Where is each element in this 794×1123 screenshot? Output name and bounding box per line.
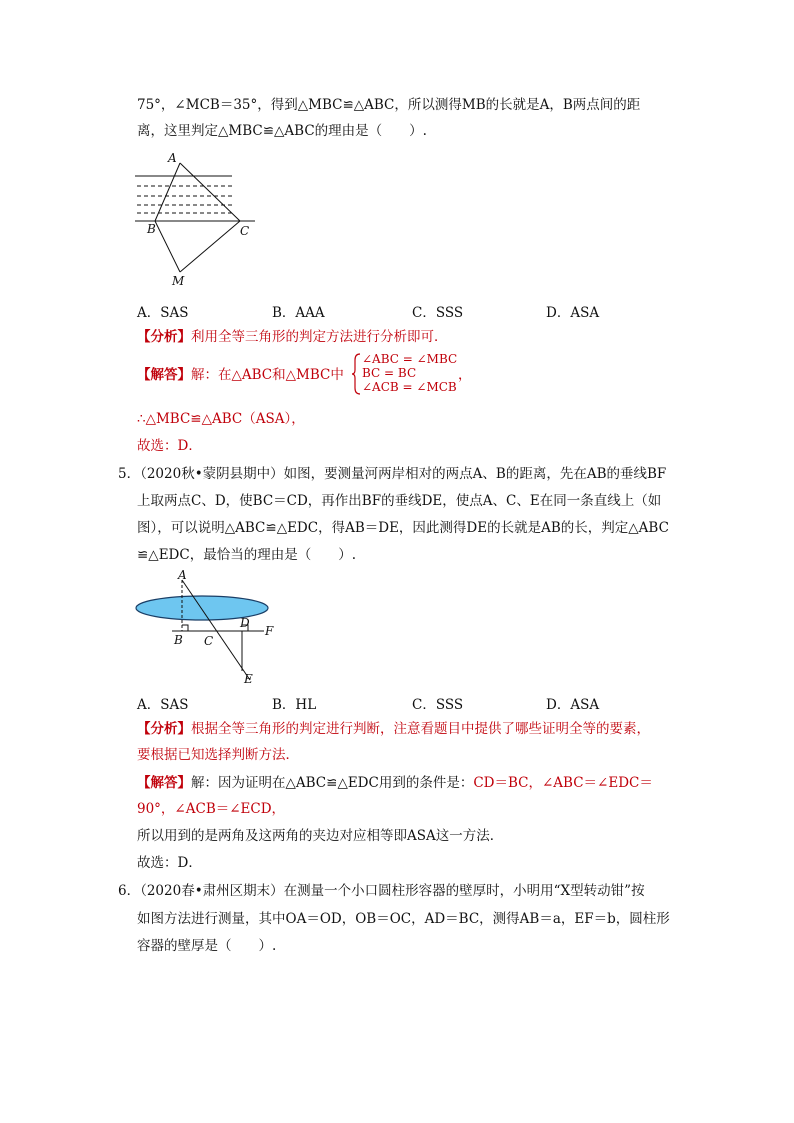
q6-line-2: 如图方法进行测量，其中OA＝OD，OB＝OC，AD＝BC，测得AB＝a，EF＝b，圆柱形 — [137, 911, 670, 927]
q4-answer-intro — [137, 366, 344, 384]
q5-option-b: B．HL — [272, 697, 317, 713]
q5-label-f: F — [265, 624, 274, 638]
q5-analysis-2: 要根据已知选择判断方法． — [137, 747, 299, 763]
q5-answer-text-1a: 解：因为证明在△ABC≌△EDC用到的条件是： — [191, 775, 474, 791]
q4-line-1: 75°，∠MCB＝35°，得到△MBC≌△ABC，所以测得MB的长就是A，B两点间的距 — [137, 97, 641, 113]
q5-analysis-1 — [137, 720, 650, 738]
q5-figure — [132, 568, 282, 688]
q5-label-e: E — [244, 672, 253, 686]
q5-answer-3: 所以用到的是两角及这两角的夹边对应相等即ASA这一方法． — [137, 828, 504, 844]
q5-answer-text-1b: CD＝BC，∠ABC＝∠EDC＝ — [473, 775, 653, 791]
q4-line-2: 离，这里判定△MBC≌△ABC的理由是（ ）. — [137, 123, 427, 139]
q5-label-d: D — [240, 616, 250, 630]
q4-system-eq-3: ∠ACB = ∠MCB — [362, 380, 457, 394]
q4-figure — [135, 148, 275, 288]
q4-analysis — [137, 328, 448, 346]
q4-label-c: C — [240, 224, 250, 238]
q4-answer-intro-text: 解：在△ABC和△MBC中 — [191, 367, 344, 383]
q5-analysis-tag: 【分析】 — [137, 721, 191, 737]
q5-analysis-text-1: 根据全等三角形的判定进行判断，注意看题目中提供了哪些证明全等的要素， — [191, 721, 650, 737]
q4-option-a: A．SAS — [137, 305, 189, 321]
q4-option-d: D．ASA — [546, 305, 600, 321]
q5-line-2: 上取两点C、D，使BC＝CD，再作出BF的垂线DE，使点A、C、E在同一条直线上（如 — [137, 493, 662, 509]
q4-label-a: A — [168, 151, 177, 165]
q4-option-c: C．SSS — [412, 305, 464, 321]
q5-answer-tag: 【解答】 — [137, 775, 191, 791]
q4-label-m: M — [172, 274, 185, 288]
q4-option-b: B．AAA — [272, 305, 325, 321]
q5-choice: 故选：D． — [137, 855, 202, 871]
q5-answer-1 — [137, 774, 653, 792]
q4-choice: 故选：D． — [137, 438, 202, 454]
q5-line-1: 5．（2020秋•蒙阴县期中）如图，要测量河两岸相对的两点A、B的距离，先在AB的垂线BF — [118, 466, 667, 482]
q6-line-3: 容器的壁厚是（ ）. — [137, 938, 277, 954]
q4-answer-tag: 【解答】 — [137, 367, 191, 383]
q4-analysis-tag: 【分析】 — [137, 329, 191, 345]
q5-option-c: C．SSS — [412, 697, 464, 713]
q4-system-eq-1: ∠ABC = ∠MBC — [362, 352, 458, 366]
q5-label-a: A — [178, 568, 187, 582]
q5-label-b: B — [174, 633, 183, 647]
q6-line-1: 6．（2020春•肃州区期末）在测量一个小口圆柱形容器的壁厚时，小明用“X型转动钳”按 — [118, 883, 645, 899]
q4-system-eq-2: BC = BC — [362, 366, 417, 380]
q5-answer-2: 90°，∠ACB＝∠ECD， — [137, 801, 286, 817]
q5-option-d: D．ASA — [546, 697, 600, 713]
q4-label-b: B — [147, 222, 156, 236]
q5-option-a: A．SAS — [137, 697, 189, 713]
q4-system-tail: ， — [458, 367, 472, 383]
q5-line-3: 图），可以说明△ABC≌△EDC，得AB＝DE，因此测得DE的长就是AB的长，判定△ABC — [137, 520, 669, 536]
q4-conclusion: ∴△MBC≌△ABC（ASA）， — [137, 411, 305, 427]
q4-system-brace-icon — [352, 352, 362, 396]
q5-label-c: C — [204, 634, 214, 648]
q4-analysis-text: 利用全等三角形的判定方法进行分析即可． — [191, 329, 448, 345]
q5-line-4: ≌△EDC，最恰当的理由是（ ）. — [137, 547, 356, 563]
